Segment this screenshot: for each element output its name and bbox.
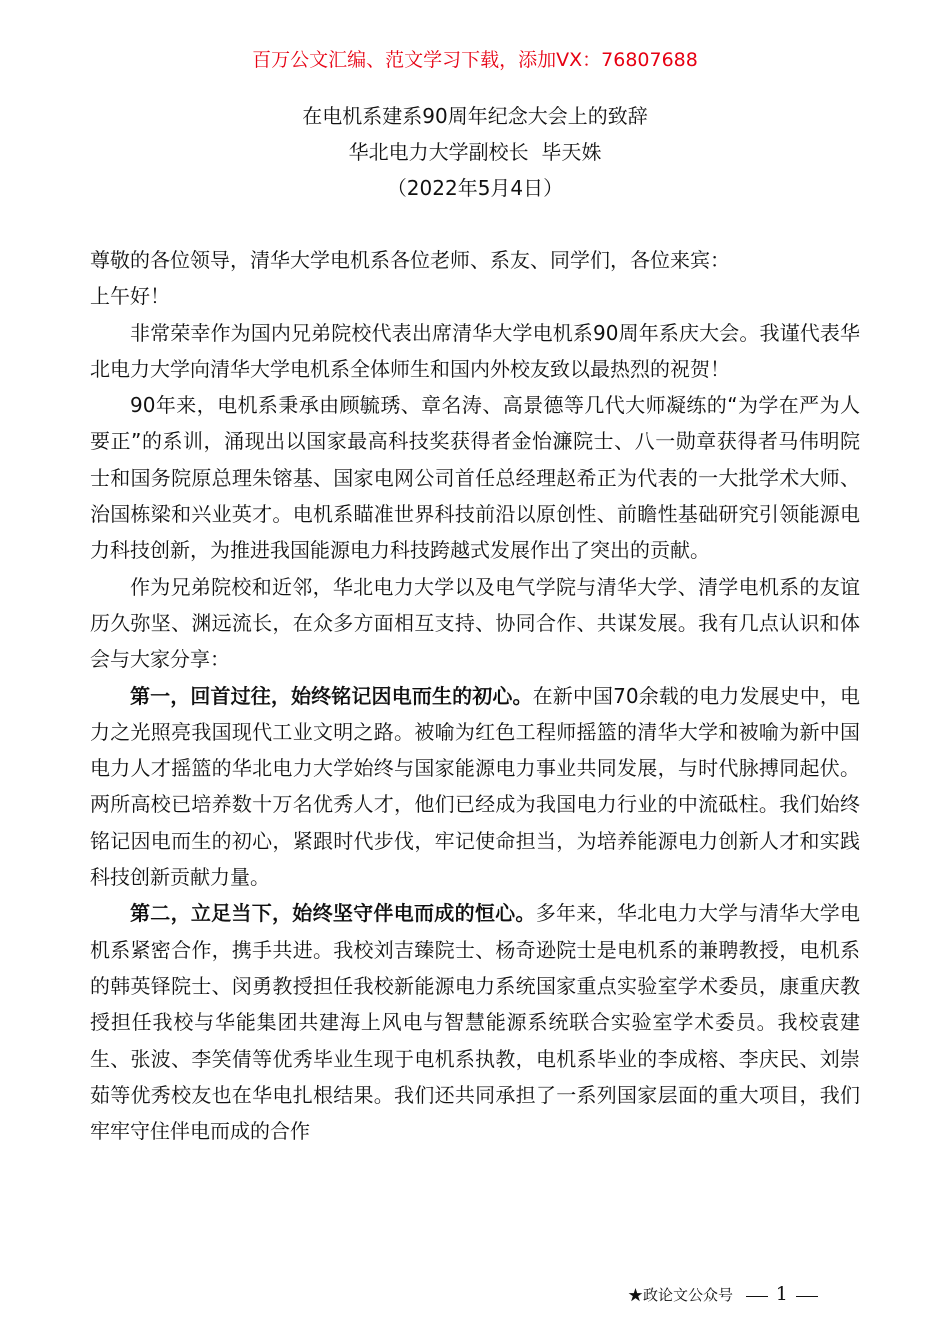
document-title: 在电机系建系90周年纪念大会上的致辞 <box>302 104 648 128</box>
speaker-line: 华北电力大学副校长 毕天姝 <box>348 140 602 164</box>
footer-dash-left <box>746 1296 768 1297</box>
paragraph-3: 作为兄弟院校和近邻，华北电力大学以及电气学院与清华大学、清学电机系的友谊历久弥坚、渊远流长，在众多方面相互支持、协同合作、共谋发展。我有几点认识和体会与大家分享： <box>90 574 860 672</box>
header-banner: 百万公文汇编、范文学习下载，添加VX：76807688 <box>252 49 698 71</box>
document-body <box>90 242 860 1149</box>
paragraph-4-heading: 第一，回首过往，始终铭记因电而生的初心。 <box>130 683 533 708</box>
paragraph-5-heading: 第二，立足当下，始终坚守伴电而成的恒心。 <box>130 901 536 926</box>
paragraph-2: 90年来，电机系秉承由顾毓琇、章名涛、高景德等几代大师凝练的“为学在严为人要正”的系训，涌现出以国家最高科技奖获得者金怡濂院士、八一勋章获得者马伟明院士和国务院原总理朱镕基、国家电网公司首任总经理赵希正为代表的一大批学术大师、治国栋梁和兴业英才。电机系瞄准世界科技前沿以原创性、前瞻性基础研究引领能源电力科技创新，为推进我国能源电力科技跨越式发展作出了突出的贡献。 <box>90 393 860 563</box>
greeting: 上午好！ <box>90 284 170 309</box>
footer-source: ★政论文公众号 <box>628 1286 734 1304</box>
page-footer <box>628 1283 826 1305</box>
paragraph-5 <box>90 895 860 1149</box>
paragraph-1: 非常荣幸作为国内兄弟院校代表出席清华大学电机系90周年系庆大会。我谨代表华北电力大学向清华大学电机系全体师生和国内外校友致以最热烈的祝贺！ <box>90 320 860 381</box>
salutation: 尊敬的各位领导，清华大学电机系各位老师、系友、同学们，各位来宾： <box>90 248 730 272</box>
paragraph-4 <box>90 678 860 896</box>
footer-dash-right <box>796 1296 818 1297</box>
paragraph-4-text: 在新中国70余载的电力发展史中，电力之光照亮我国现代工业文明之路。被喻为红色工程师摇篮的清华大学和被喻为新中国电力人才摇篮的华北电力大学始终与国家能源电力事业共同发展，与时代脉搏同起伏。两所高校已培养数十万名优秀人才，他们已经成为我国电力行业的中流砥柱。我们始终铭记因电而生的初心，紧跟时代步伐，牢记使命担当，为培养能源电力创新人才和实践科技创新贡献力量。 <box>90 683 861 890</box>
page-number: 1 <box>775 1283 788 1305</box>
document-header <box>0 98 950 206</box>
date-line: （2022年5月4日） <box>386 176 564 200</box>
paragraph-5-text: 多年来，华北电力大学与清华大学电机系紧密合作，携手共进。我校刘吉臻院士、杨奇逊院士是电机系的兼聘教授，电机系的韩英铎院士、闵勇教授担任我校新能源电力系统国家重点实验室学术委员，康重庆教授担任我校与华能集团共建海上风电与智慧能源系统联合实验室学术委员。我校袁建生、张波、李笑倩等优秀毕业生现于电机系执教，电机系毕业的李成榕、李庆民、刘崇茹等优秀校友也在华电扎根结果。我们还共同承担了一系列国家层面的重大项目，我们牢牢守住伴电而成的合作 <box>90 901 861 1144</box>
